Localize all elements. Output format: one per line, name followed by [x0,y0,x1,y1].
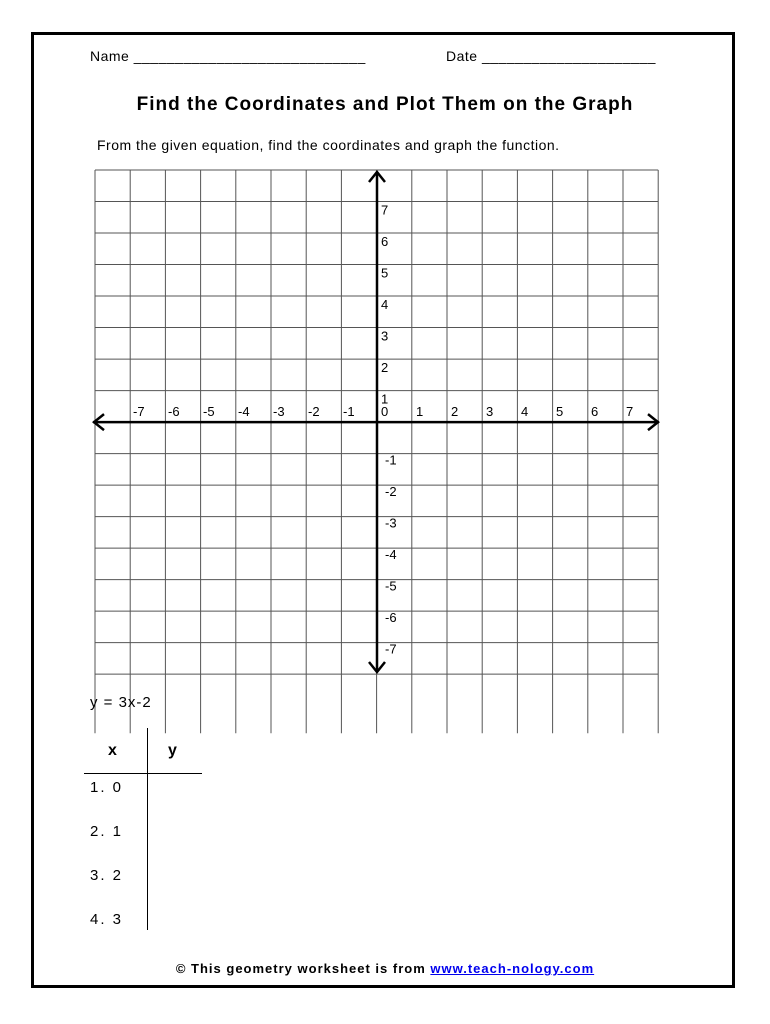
y-tick-label: 5 [381,265,389,281]
x-tick-label: -3 [273,404,285,420]
y-tick-label: 3 [381,328,389,344]
x-tick-label: 7 [626,404,634,420]
x-tick-label: 0 [381,404,389,420]
y-tick-label: -4 [385,547,397,563]
worksheet-title: Find the Coordinates and Plot Them on the Graph [136,94,634,115]
table-header-divider [84,773,202,774]
x-tick-label: 4 [521,404,529,420]
y-tick-label: -3 [385,515,397,531]
x-tick-label: 2 [451,404,459,420]
instructions: From the given equation, find the coordinates and graph the function. [97,137,560,153]
x-tick-label: 3 [486,404,494,420]
x-tick-label: -6 [168,404,180,420]
table-row: 4. 3 [90,911,124,928]
y-tick-label: -5 [385,578,397,594]
x-tick-label: 5 [556,404,564,420]
y-tick-label: -7 [385,641,397,657]
table-vertical-divider [147,728,148,930]
y-tick-label: 2 [381,360,389,376]
xy-table [84,728,202,932]
x-tick-label: -7 [133,404,145,420]
y-tick-label: -6 [385,610,397,626]
x-tick-label: -1 [343,404,355,420]
name-field-label: Name ____________________________ [90,48,366,64]
footer-link[interactable]: www.teach-nology.com [430,961,595,976]
footer [0,961,770,976]
x-tick-label: -4 [238,404,250,420]
y-tick-label: -2 [385,484,397,500]
equation: y = 3x-2 [90,694,152,711]
table-header-y: y [168,742,177,759]
y-tick-label: 7 [381,202,389,218]
y-tick-label: -1 [385,452,397,468]
table-row: 2. 1 [90,823,124,840]
table-header-x: x [108,742,117,759]
y-tick-label: 6 [381,234,389,250]
footer-text: © This geometry worksheet is from [175,961,431,976]
table-row: 1. 0 [90,779,124,796]
y-tick-label: 1 [381,391,389,407]
date-field-label: Date _____________________ [446,48,656,64]
x-tick-label: -2 [308,404,320,420]
x-tick-label: 1 [416,404,424,420]
x-tick-label: 6 [591,404,599,420]
table-row: 3. 2 [90,867,124,884]
y-tick-label: 4 [381,297,389,313]
x-tick-label: -5 [203,404,215,420]
